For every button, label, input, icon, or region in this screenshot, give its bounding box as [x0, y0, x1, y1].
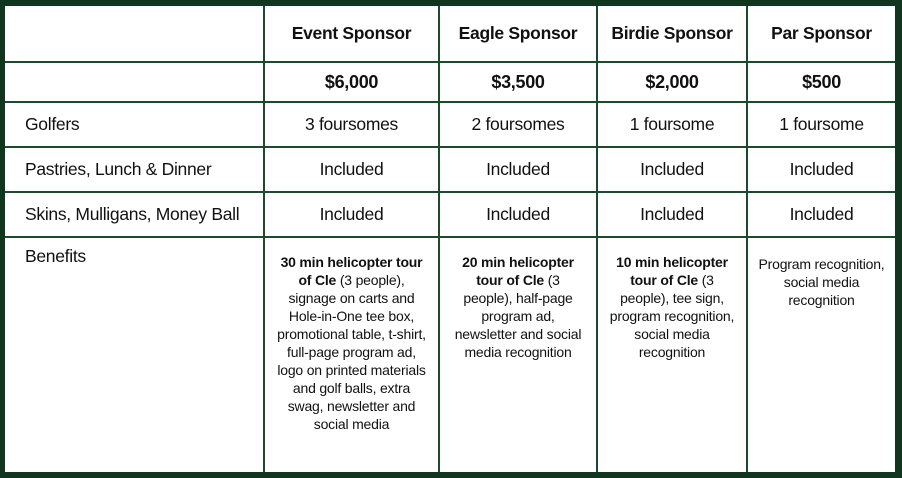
price-label-cell	[5, 62, 264, 102]
sponsorship-table	[5, 6, 895, 472]
price-eagle: $3,500	[439, 62, 597, 102]
header-row	[5, 6, 895, 62]
tier-name-event: Event Sponsor	[264, 6, 439, 62]
row-label-benefits: Benefits	[5, 237, 264, 472]
price-event: $6,000	[264, 62, 439, 102]
benefits-row	[5, 237, 895, 472]
golfers-row	[5, 102, 895, 147]
golfers-eagle: 2 foursomes	[439, 102, 597, 147]
golfers-birdie: 1 foursome	[597, 102, 747, 147]
extras-row	[5, 192, 895, 237]
row-label-meals: Pastries, Lunch & Dinner	[5, 147, 264, 192]
meals-birdie: Included	[597, 147, 747, 192]
extras-event: Included	[264, 192, 439, 237]
extras-birdie: Included	[597, 192, 747, 237]
row-label-golfers: Golfers	[5, 102, 264, 147]
tier-name-eagle: Eagle Sponsor	[439, 6, 597, 62]
meals-row	[5, 147, 895, 192]
benefit-highlight-eagle: 20 min helicopter tour of Cle	[462, 254, 574, 288]
benefit-detail-birdie: (3 people), tee sign, program recognition, social media recognition	[609, 272, 735, 360]
row-label-extras: Skins, Mulligans, Money Ball	[5, 192, 264, 237]
tier-name-par: Par Sponsor	[747, 6, 895, 62]
benefit-highlight-event: 30 min helicopter tour of Cle	[280, 254, 423, 288]
benefits-par	[747, 237, 895, 472]
golfers-par: 1 foursome	[747, 102, 895, 147]
tier-name-birdie: Birdie Sponsor	[597, 6, 747, 62]
corner-cell	[5, 6, 264, 62]
benefit-detail-event: (3 people), signage on carts and Hole-in-One tee box, promotional table, t-shirt, full-page program ad, logo on printed materials and golf balls, extra swag, newsletter and social media	[277, 272, 426, 432]
extras-eagle: Included	[439, 192, 597, 237]
price-birdie: $2,000	[597, 62, 747, 102]
benefit-detail-par: Program recognition, social media recognition	[758, 256, 885, 308]
benefits-eagle	[439, 237, 597, 472]
benefit-detail-eagle: (3 people), half-page program ad, newsletter and social media recognition	[454, 272, 582, 360]
sponsorship-table-frame	[5, 6, 895, 472]
benefits-birdie	[597, 237, 747, 472]
extras-par: Included	[747, 192, 895, 237]
price-par: $500	[747, 62, 895, 102]
golfers-event: 3 foursomes	[264, 102, 439, 147]
benefits-event	[264, 237, 439, 472]
meals-par: Included	[747, 147, 895, 192]
price-row	[5, 62, 895, 102]
meals-eagle: Included	[439, 147, 597, 192]
meals-event: Included	[264, 147, 439, 192]
benefit-highlight-birdie: 10 min helicopter tour of Cle	[616, 254, 728, 288]
